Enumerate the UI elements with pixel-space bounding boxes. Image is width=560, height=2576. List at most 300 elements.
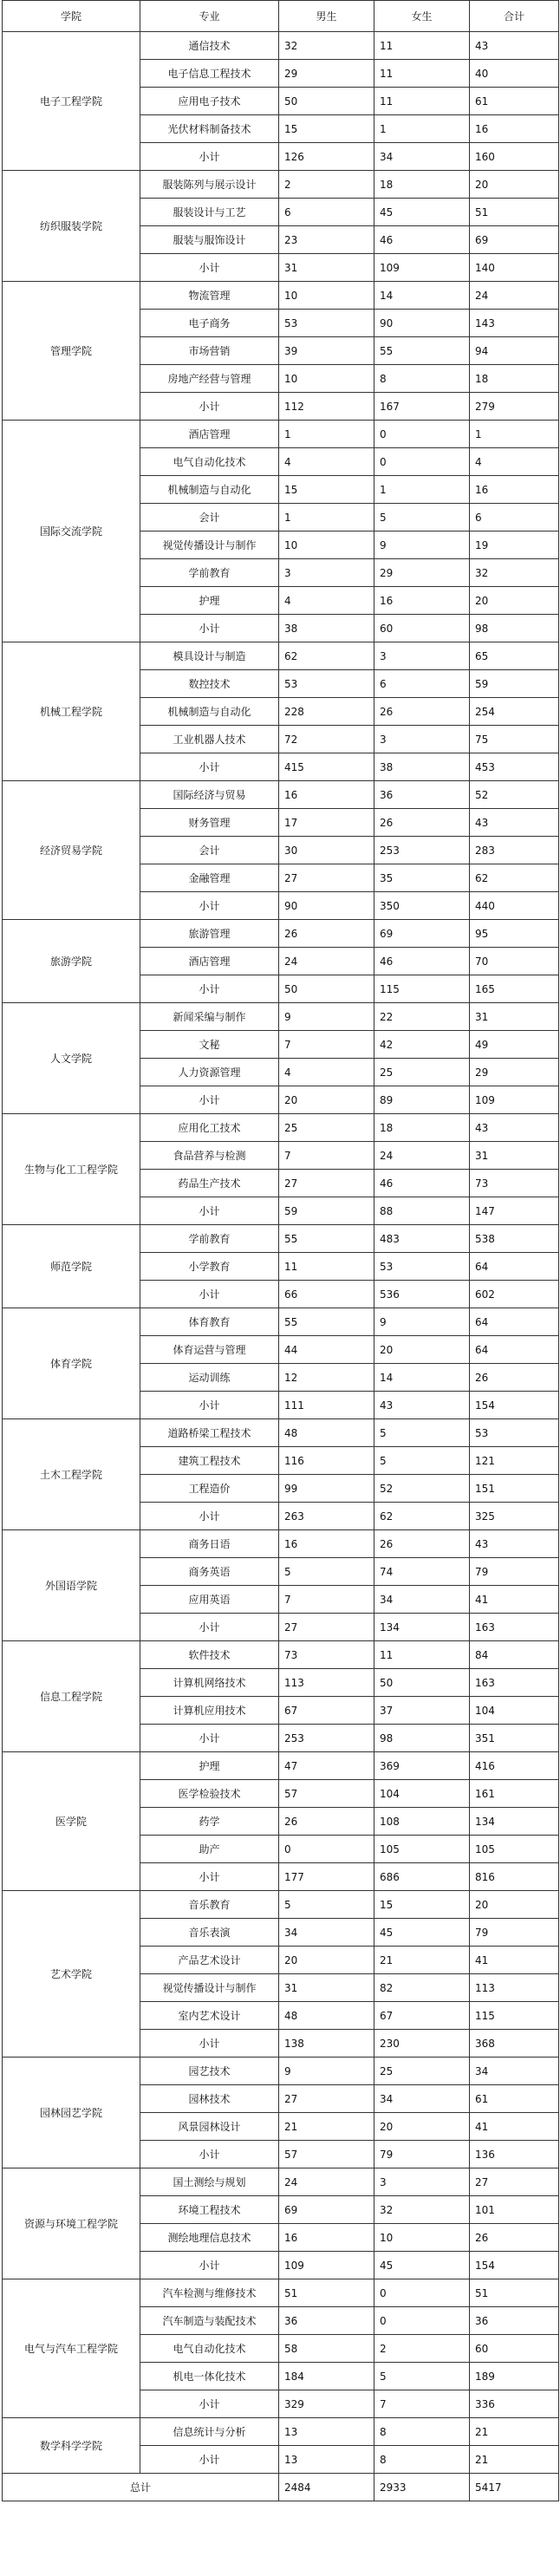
sum-cell: 109 [470, 1086, 559, 1114]
male-cell: 4 [279, 587, 374, 615]
male-cell: 4 [279, 448, 374, 476]
female-cell: 25 [374, 1059, 470, 1086]
major-cell: 小计 [140, 2030, 279, 2058]
table-row [3, 171, 559, 199]
college-cell: 艺术学院 [3, 1891, 140, 2058]
male-cell: 58 [279, 2335, 374, 2363]
female-cell: 36 [374, 781, 470, 809]
female-cell: 32 [374, 2196, 470, 2224]
female-cell: 105 [374, 1836, 470, 1863]
male-cell: 25 [279, 1114, 374, 1142]
sum-cell: 20 [470, 1891, 559, 1919]
female-cell: 6 [374, 670, 470, 698]
male-cell: 112 [279, 393, 374, 421]
male-cell: 48 [279, 2002, 374, 2030]
female-cell: 686 [374, 1863, 470, 1891]
sum-cell: 34 [470, 2058, 559, 2085]
female-cell: 18 [374, 171, 470, 199]
sum-cell: 64 [470, 1308, 559, 1336]
sum-cell: 94 [470, 337, 559, 365]
male-cell: 17 [279, 809, 374, 837]
female-cell: 14 [374, 282, 470, 310]
major-cell: 小计 [140, 1086, 279, 1114]
male-cell: 12 [279, 1364, 374, 1392]
male-cell: 90 [279, 892, 374, 920]
major-cell: 新闻采编与制作 [140, 1003, 279, 1031]
sum-cell: 59 [470, 670, 559, 698]
major-cell: 小计 [140, 1725, 279, 1752]
female-cell: 26 [374, 698, 470, 726]
female-cell: 8 [374, 2446, 470, 2474]
sum-cell: 325 [470, 1503, 559, 1530]
female-cell: 10 [374, 2224, 470, 2252]
sum-cell: 134 [470, 1808, 559, 1836]
major-cell: 小计 [140, 2390, 279, 2418]
header-row [3, 1, 559, 32]
sum-cell: 36 [470, 2307, 559, 2335]
female-cell: 20 [374, 1336, 470, 1364]
sum-cell: 351 [470, 1725, 559, 1752]
major-cell: 模具设计与制造 [140, 642, 279, 670]
major-cell: 助产 [140, 1836, 279, 1863]
male-cell: 116 [279, 1447, 374, 1475]
male-cell: 27 [279, 1170, 374, 1197]
male-cell: 329 [279, 2390, 374, 2418]
male-cell: 31 [279, 254, 374, 282]
sum-cell: 65 [470, 642, 559, 670]
major-cell: 室内艺术设计 [140, 2002, 279, 2030]
sum-cell: 70 [470, 948, 559, 975]
major-cell: 建筑工程技术 [140, 1447, 279, 1475]
college-cell: 旅游学院 [3, 920, 140, 1003]
sum-cell: 41 [470, 1586, 559, 1614]
sum-cell: 26 [470, 2224, 559, 2252]
major-cell: 学前教育 [140, 1225, 279, 1253]
sum-cell: 41 [470, 1947, 559, 1974]
major-cell: 小计 [140, 1503, 279, 1530]
table-row [3, 421, 559, 448]
male-cell: 7 [279, 1142, 374, 1170]
sum-cell: 64 [470, 1336, 559, 1364]
college-cell: 管理学院 [3, 282, 140, 421]
female-cell: 369 [374, 1752, 470, 1780]
male-cell: 10 [279, 282, 374, 310]
male-cell: 21 [279, 2113, 374, 2141]
major-cell: 服装陈列与展示设计 [140, 171, 279, 199]
female-cell: 3 [374, 642, 470, 670]
header-major: 专业 [140, 1, 279, 32]
female-cell: 108 [374, 1808, 470, 1836]
male-cell: 66 [279, 1281, 374, 1308]
major-cell: 软件技术 [140, 1641, 279, 1669]
female-cell: 82 [374, 1974, 470, 2002]
major-cell: 视觉传播设计与制作 [140, 532, 279, 559]
major-cell: 会计 [140, 504, 279, 532]
sum-cell: 538 [470, 1225, 559, 1253]
major-cell: 国土测绘与规划 [140, 2168, 279, 2196]
college-cell: 园林园艺学院 [3, 2058, 140, 2168]
female-cell: 67 [374, 2002, 470, 2030]
male-cell: 59 [279, 1197, 374, 1225]
major-cell: 医学检验技术 [140, 1780, 279, 1808]
female-cell: 104 [374, 1780, 470, 1808]
college-cell: 机械工程学院 [3, 642, 140, 781]
female-cell: 0 [374, 448, 470, 476]
major-cell: 机电一体化技术 [140, 2363, 279, 2390]
female-cell: 5 [374, 504, 470, 532]
sum-cell: 140 [470, 254, 559, 282]
female-cell: 15 [374, 1891, 470, 1919]
college-cell: 外国语学院 [3, 1530, 140, 1641]
female-cell: 90 [374, 310, 470, 337]
major-cell: 小计 [140, 254, 279, 282]
male-cell: 55 [279, 1225, 374, 1253]
male-cell: 177 [279, 1863, 374, 1891]
female-cell: 0 [374, 2279, 470, 2307]
major-cell: 电子商务 [140, 310, 279, 337]
college-cell: 国际交流学院 [3, 421, 140, 642]
female-cell: 25 [374, 2058, 470, 2085]
major-cell: 小计 [140, 393, 279, 421]
major-cell: 小学教育 [140, 1253, 279, 1281]
male-cell: 73 [279, 1641, 374, 1669]
sum-cell: 6 [470, 504, 559, 532]
female-cell: 34 [374, 1586, 470, 1614]
female-cell: 14 [374, 1364, 470, 1392]
major-cell: 计算机应用技术 [140, 1697, 279, 1725]
table-row [3, 1225, 559, 1253]
major-cell: 会计 [140, 837, 279, 864]
major-cell: 道路桥梁工程技术 [140, 1419, 279, 1447]
college-cell: 纺织服装学院 [3, 171, 140, 282]
male-cell: 6 [279, 199, 374, 226]
major-cell: 食品营养与检测 [140, 1142, 279, 1170]
sum-cell: 113 [470, 1974, 559, 2002]
sum-cell: 73 [470, 1170, 559, 1197]
sum-cell: 336 [470, 2390, 559, 2418]
major-cell: 产品艺术设计 [140, 1947, 279, 1974]
female-cell: 69 [374, 920, 470, 948]
female-cell: 483 [374, 1225, 470, 1253]
major-cell: 电气自动化技术 [140, 2335, 279, 2363]
male-cell: 53 [279, 310, 374, 337]
major-cell: 商务英语 [140, 1558, 279, 1586]
college-cell: 电子工程学院 [3, 32, 140, 171]
major-cell: 环境工程技术 [140, 2196, 279, 2224]
male-cell: 62 [279, 642, 374, 670]
major-cell: 小计 [140, 2252, 279, 2279]
male-cell: 69 [279, 2196, 374, 2224]
table-row [3, 1308, 559, 1336]
major-cell: 光伏材料制备技术 [140, 115, 279, 143]
female-cell: 1 [374, 115, 470, 143]
major-cell: 药品生产技术 [140, 1170, 279, 1197]
female-cell: 29 [374, 559, 470, 587]
male-cell: 24 [279, 2168, 374, 2196]
header-female: 女生 [374, 1, 470, 32]
major-cell: 药学 [140, 1808, 279, 1836]
sum-cell: 43 [470, 809, 559, 837]
major-cell: 金融管理 [140, 864, 279, 892]
sum-cell: 16 [470, 115, 559, 143]
major-cell: 财务管理 [140, 809, 279, 837]
female-cell: 26 [374, 809, 470, 837]
sum-cell: 27 [470, 2168, 559, 2196]
major-cell: 音乐表演 [140, 1919, 279, 1947]
major-cell: 房地产经营与管理 [140, 365, 279, 393]
female-cell: 11 [374, 60, 470, 88]
sum-cell: 254 [470, 698, 559, 726]
table-row [3, 2279, 559, 2307]
sum-cell: 105 [470, 1836, 559, 1863]
sum-cell: 79 [470, 1558, 559, 1586]
male-cell: 24 [279, 948, 374, 975]
male-cell: 32 [279, 32, 374, 60]
sum-cell: 52 [470, 781, 559, 809]
female-cell: 60 [374, 615, 470, 642]
sum-cell: 75 [470, 726, 559, 753]
male-cell: 36 [279, 2307, 374, 2335]
college-cell: 医学院 [3, 1752, 140, 1891]
college-cell: 体育学院 [3, 1308, 140, 1419]
male-cell: 16 [279, 2224, 374, 2252]
female-cell: 0 [374, 421, 470, 448]
female-cell: 11 [374, 1641, 470, 1669]
female-cell: 11 [374, 32, 470, 60]
major-cell: 小计 [140, 1614, 279, 1641]
major-cell: 应用英语 [140, 1586, 279, 1614]
sum-cell: 19 [470, 532, 559, 559]
male-cell: 31 [279, 1974, 374, 2002]
sum-cell: 368 [470, 2030, 559, 2058]
major-cell: 汽车制造与装配技术 [140, 2307, 279, 2335]
female-cell: 62 [374, 1503, 470, 1530]
female-cell: 46 [374, 226, 470, 254]
female-cell: 34 [374, 143, 470, 171]
male-cell: 50 [279, 88, 374, 115]
sum-cell: 104 [470, 1697, 559, 1725]
male-cell: 7 [279, 1031, 374, 1059]
male-cell: 2 [279, 171, 374, 199]
sum-cell: 95 [470, 920, 559, 948]
major-cell: 小计 [140, 615, 279, 642]
sum-cell: 79 [470, 1919, 559, 1947]
major-cell: 体育教育 [140, 1308, 279, 1336]
major-cell: 应用电子技术 [140, 88, 279, 115]
major-cell: 小计 [140, 1281, 279, 1308]
major-cell: 计算机网络技术 [140, 1669, 279, 1697]
male-cell: 67 [279, 1697, 374, 1725]
male-cell: 27 [279, 1614, 374, 1641]
college-cell: 信息工程学院 [3, 1641, 140, 1752]
female-cell: 134 [374, 1614, 470, 1641]
major-cell: 学前教育 [140, 559, 279, 587]
female-cell: 20 [374, 2113, 470, 2141]
table-row [3, 2168, 559, 2196]
college-cell: 土木工程学院 [3, 1419, 140, 1530]
female-cell: 1 [374, 476, 470, 504]
female-cell: 46 [374, 948, 470, 975]
sum-cell: 60 [470, 2335, 559, 2363]
table-row [3, 781, 559, 809]
sum-cell: 61 [470, 2085, 559, 2113]
male-cell: 16 [279, 781, 374, 809]
major-cell: 视觉传播设计与制作 [140, 1974, 279, 2002]
female-cell: 8 [374, 365, 470, 393]
male-cell: 72 [279, 726, 374, 753]
sum-cell: 43 [470, 1114, 559, 1142]
major-cell: 护理 [140, 1752, 279, 1780]
major-cell: 电子信息工程技术 [140, 60, 279, 88]
male-cell: 13 [279, 2446, 374, 2474]
male-cell: 9 [279, 2058, 374, 2085]
major-cell: 应用化工技术 [140, 1114, 279, 1142]
major-cell: 运动训练 [140, 1364, 279, 1392]
enrollment-table [2, 0, 559, 2501]
major-cell: 旅游管理 [140, 920, 279, 948]
table-row [3, 2418, 559, 2446]
major-cell: 机械制造与自动化 [140, 698, 279, 726]
female-cell: 16 [374, 587, 470, 615]
sum-cell: 43 [470, 1530, 559, 1558]
female-cell: 22 [374, 1003, 470, 1031]
male-cell: 3 [279, 559, 374, 587]
male-cell: 415 [279, 753, 374, 781]
female-cell: 5 [374, 1419, 470, 1447]
male-cell: 57 [279, 2141, 374, 2168]
sum-cell: 115 [470, 2002, 559, 2030]
major-cell: 机械制造与自动化 [140, 476, 279, 504]
major-cell: 小计 [140, 2446, 279, 2474]
female-cell: 43 [374, 1392, 470, 1419]
male-cell: 57 [279, 1780, 374, 1808]
major-cell: 小计 [140, 2141, 279, 2168]
male-cell: 184 [279, 2363, 374, 2390]
female-cell: 55 [374, 337, 470, 365]
sum-cell: 602 [470, 1281, 559, 1308]
female-cell: 37 [374, 1697, 470, 1725]
sum-cell: 69 [470, 226, 559, 254]
male-cell: 55 [279, 1308, 374, 1336]
sum-cell: 416 [470, 1752, 559, 1780]
female-cell: 9 [374, 532, 470, 559]
major-cell: 服装设计与工艺 [140, 199, 279, 226]
sum-cell: 163 [470, 1669, 559, 1697]
major-cell: 测绘地理信息技术 [140, 2224, 279, 2252]
major-cell: 护理 [140, 587, 279, 615]
sum-cell: 84 [470, 1641, 559, 1669]
male-cell: 23 [279, 226, 374, 254]
college-cell: 电气与汽车工程学院 [3, 2279, 140, 2418]
table-row [3, 920, 559, 948]
female-cell: 9 [374, 1308, 470, 1336]
major-cell: 商务日语 [140, 1530, 279, 1558]
female-cell: 24 [374, 1142, 470, 1170]
header-college: 学院 [3, 1, 140, 32]
male-cell: 5 [279, 1891, 374, 1919]
male-cell: 263 [279, 1503, 374, 1530]
sum-cell: 16 [470, 476, 559, 504]
table-body [3, 32, 559, 2501]
female-cell: 167 [374, 393, 470, 421]
male-cell: 44 [279, 1336, 374, 1364]
male-cell: 16 [279, 1530, 374, 1558]
college-cell: 生物与化工工程学院 [3, 1114, 140, 1225]
table-row [3, 1641, 559, 1669]
female-cell: 7 [374, 2390, 470, 2418]
male-cell: 39 [279, 337, 374, 365]
sum-cell: 18 [470, 365, 559, 393]
male-cell: 10 [279, 365, 374, 393]
college-cell: 师范学院 [3, 1225, 140, 1308]
male-cell: 48 [279, 1419, 374, 1447]
female-cell: 50 [374, 1669, 470, 1697]
sum-cell: 20 [470, 587, 559, 615]
female-cell: 115 [374, 975, 470, 1003]
major-cell: 小计 [140, 1392, 279, 1419]
female-cell: 45 [374, 1919, 470, 1947]
table-row [3, 1530, 559, 1558]
major-cell: 服装与服饰设计 [140, 226, 279, 254]
major-cell: 物流管理 [140, 282, 279, 310]
female-cell: 0 [374, 2307, 470, 2335]
female-cell: 45 [374, 199, 470, 226]
header-total: 合计 [470, 1, 559, 32]
female-cell: 11 [374, 88, 470, 115]
sum-cell: 165 [470, 975, 559, 1003]
sum-cell: 1 [470, 421, 559, 448]
major-cell: 风景园林设计 [140, 2113, 279, 2141]
major-cell: 小计 [140, 892, 279, 920]
major-cell: 信息统计与分析 [140, 2418, 279, 2446]
male-cell: 253 [279, 1725, 374, 1752]
female-cell: 109 [374, 254, 470, 282]
male-cell: 15 [279, 115, 374, 143]
table-row [3, 1891, 559, 1919]
college-cell: 经济贸易学院 [3, 781, 140, 920]
male-cell: 20 [279, 1947, 374, 1974]
sum-cell: 29 [470, 1059, 559, 1086]
male-cell: 30 [279, 837, 374, 864]
female-cell: 53 [374, 1253, 470, 1281]
male-cell: 126 [279, 143, 374, 171]
male-cell: 34 [279, 1919, 374, 1947]
table-row [3, 282, 559, 310]
sum-cell: 151 [470, 1475, 559, 1503]
female-cell: 3 [374, 726, 470, 753]
major-cell: 小计 [140, 1863, 279, 1891]
male-cell: 1 [279, 421, 374, 448]
sum-cell: 121 [470, 1447, 559, 1475]
male-cell: 109 [279, 2252, 374, 2279]
major-cell: 文秘 [140, 1031, 279, 1059]
major-cell: 小计 [140, 753, 279, 781]
table-row [3, 1752, 559, 1780]
female-cell: 18 [374, 1114, 470, 1142]
female-cell: 89 [374, 1086, 470, 1114]
major-cell: 酒店管理 [140, 948, 279, 975]
male-cell: 27 [279, 864, 374, 892]
table-row [3, 32, 559, 60]
female-cell: 21 [374, 1947, 470, 1974]
sum-cell: 43 [470, 32, 559, 60]
sum-cell: 189 [470, 2363, 559, 2390]
sum-cell: 440 [470, 892, 559, 920]
male-cell: 47 [279, 1752, 374, 1780]
male-cell: 13 [279, 2418, 374, 2446]
major-cell: 体育运营与管理 [140, 1336, 279, 1364]
sum-cell: 49 [470, 1031, 559, 1059]
